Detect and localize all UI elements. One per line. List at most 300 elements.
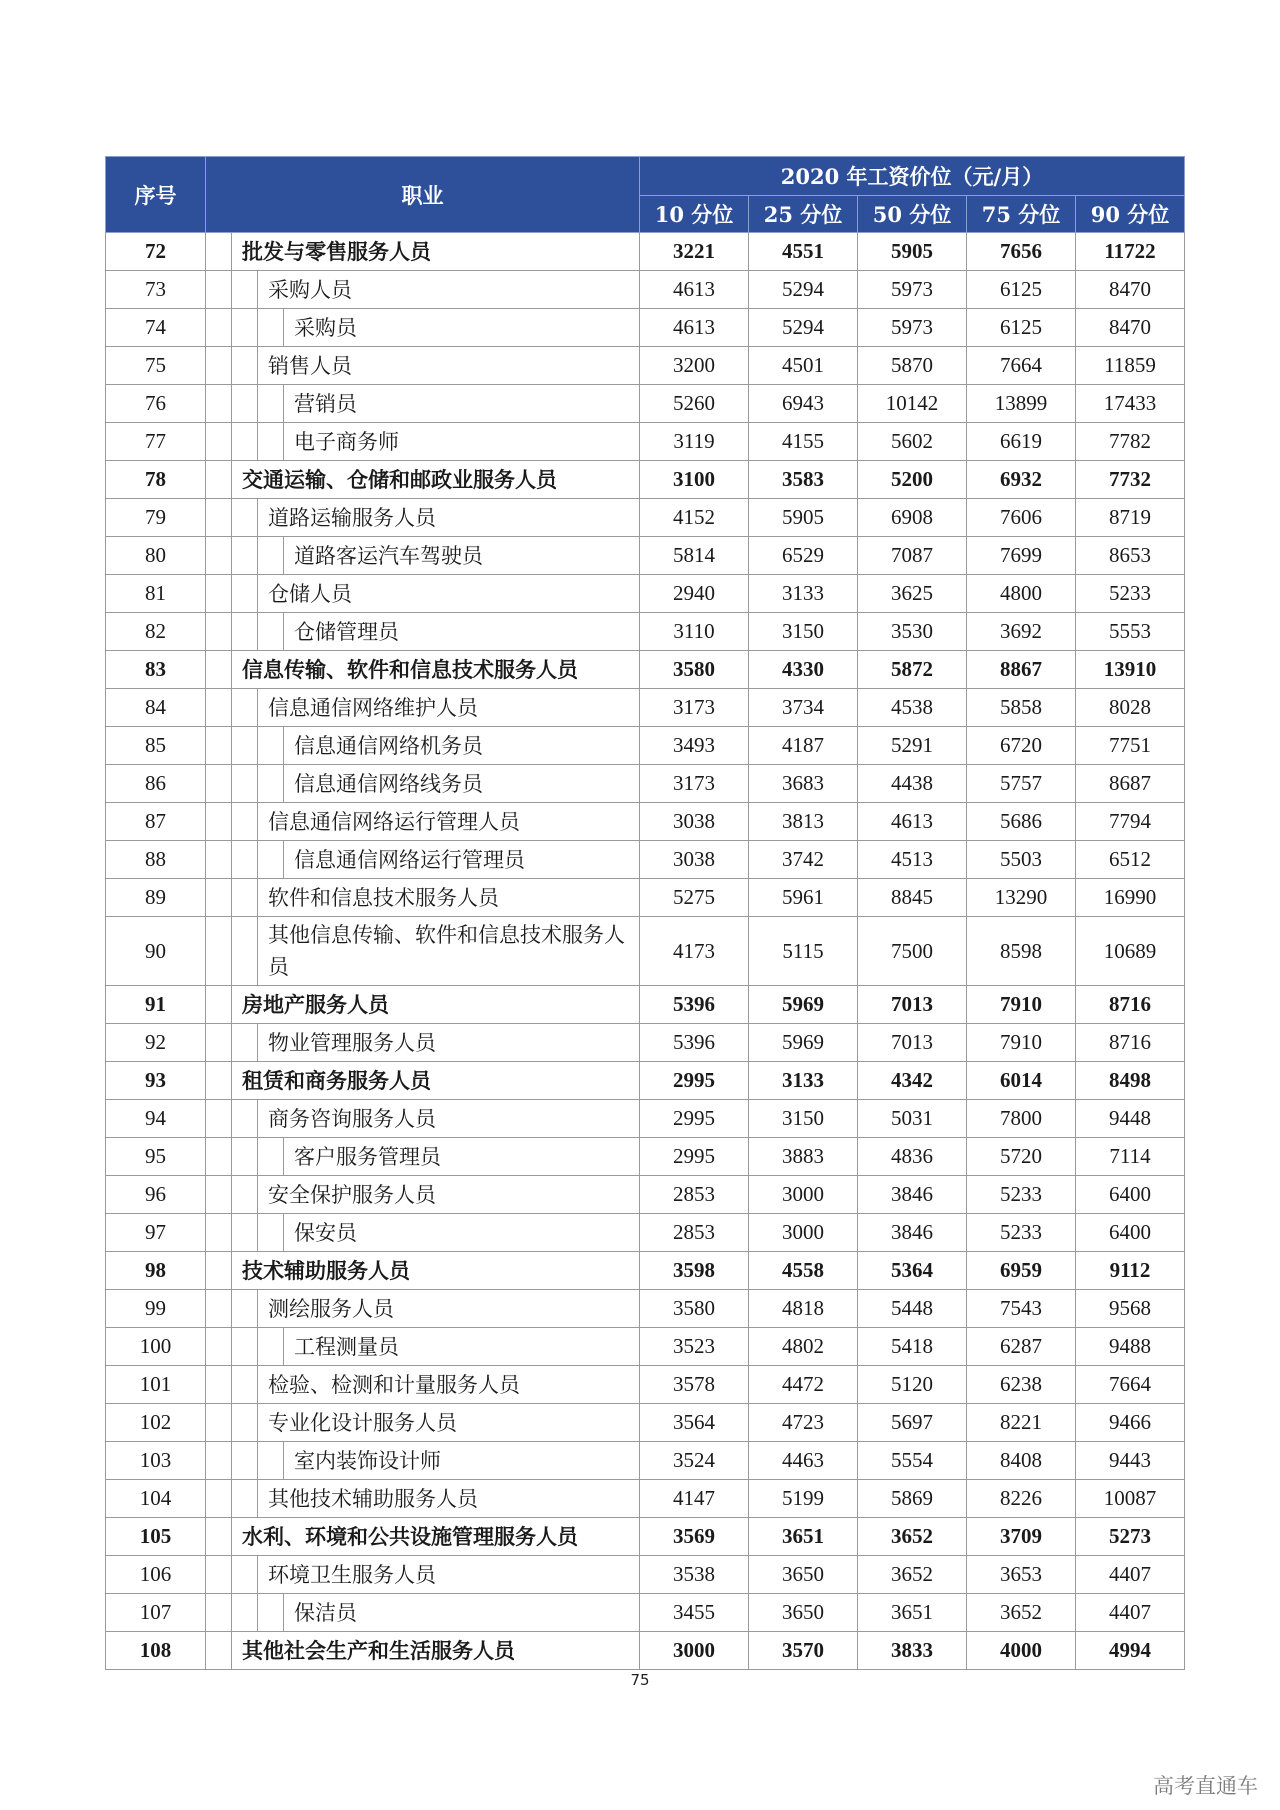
row-value-p50: 3846 xyxy=(858,1214,967,1252)
table-row xyxy=(106,347,1185,385)
indent-column xyxy=(232,803,258,840)
row-occupation-cell xyxy=(206,309,640,347)
indent-column xyxy=(206,1404,232,1441)
row-value-p50: 3833 xyxy=(858,1632,967,1670)
indent-column xyxy=(232,271,258,308)
row-value-p25: 5294 xyxy=(749,309,858,347)
row-value-p25: 3734 xyxy=(749,689,858,727)
row-value-p10: 2995 xyxy=(640,1062,749,1100)
indent-column xyxy=(232,385,258,422)
row-occupation: 道路客运汽车驾驶员 xyxy=(294,543,483,568)
row-value-p10: 3598 xyxy=(640,1252,749,1290)
row-value-p75: 5720 xyxy=(967,1138,1076,1176)
row-value-p50: 4538 xyxy=(858,689,967,727)
row-value-p10: 3173 xyxy=(640,765,749,803)
indent-column xyxy=(206,1176,232,1213)
row-value-p10: 3580 xyxy=(640,651,749,689)
row-value-p75: 5233 xyxy=(967,1214,1076,1252)
indent-column xyxy=(206,1442,232,1479)
row-value-p50: 7500 xyxy=(858,917,967,986)
indent-column xyxy=(206,1252,232,1289)
row-occupation: 检验、检测和计量服务人员 xyxy=(268,1372,520,1397)
row-occupation: 保安员 xyxy=(294,1220,357,1245)
row-value-p25: 3650 xyxy=(749,1594,858,1632)
row-value-p90: 6400 xyxy=(1076,1214,1185,1252)
row-value-p90: 5553 xyxy=(1076,613,1185,651)
row-occupation-cell xyxy=(206,1480,640,1518)
row-value-p75: 6287 xyxy=(967,1328,1076,1366)
row-value-p10: 3493 xyxy=(640,727,749,765)
row-occupation-cell xyxy=(206,347,640,385)
row-seq: 73 xyxy=(106,271,206,309)
row-value-p90: 11859 xyxy=(1076,347,1185,385)
row-occupation: 商务咨询服务人员 xyxy=(268,1106,436,1131)
row-seq: 100 xyxy=(106,1328,206,1366)
row-value-p10: 3580 xyxy=(640,1290,749,1328)
row-value-p75: 6619 xyxy=(967,423,1076,461)
row-seq: 105 xyxy=(106,1518,206,1556)
row-seq: 79 xyxy=(106,499,206,537)
row-value-p25: 4463 xyxy=(749,1442,858,1480)
row-occupation: 信息通信网络机务员 xyxy=(294,733,483,758)
row-occupation: 其他社会生产和生活服务人员 xyxy=(242,1637,515,1663)
row-occupation: 信息传输、软件和信息技术服务人员 xyxy=(242,656,578,682)
row-seq: 78 xyxy=(106,461,206,499)
indent-column xyxy=(232,499,258,536)
indent-column xyxy=(206,841,232,878)
row-value-p10: 5396 xyxy=(640,986,749,1024)
indent-column xyxy=(232,613,258,650)
indent-column xyxy=(232,1100,258,1137)
row-value-p75: 5503 xyxy=(967,841,1076,879)
row-value-p50: 5973 xyxy=(858,271,967,309)
header-p25: 25 分位 xyxy=(749,196,858,233)
row-value-p90: 9443 xyxy=(1076,1442,1185,1480)
row-value-p50: 5697 xyxy=(858,1404,967,1442)
row-value-p90: 7732 xyxy=(1076,461,1185,499)
row-seq: 83 xyxy=(106,651,206,689)
indent-column xyxy=(206,385,232,422)
row-value-p25: 4330 xyxy=(749,651,858,689)
indent-column xyxy=(206,1062,232,1099)
row-occupation: 其他技术辅助服务人员 xyxy=(268,1486,478,1511)
row-value-p75: 7910 xyxy=(967,986,1076,1024)
row-value-p90: 4407 xyxy=(1076,1594,1185,1632)
row-value-p10: 3038 xyxy=(640,803,749,841)
table-row xyxy=(106,689,1185,727)
row-value-p25: 3000 xyxy=(749,1214,858,1252)
row-value-p25: 5961 xyxy=(749,879,858,917)
indent-column xyxy=(258,841,284,878)
row-value-p90: 8470 xyxy=(1076,309,1185,347)
row-value-p10: 2940 xyxy=(640,575,749,613)
row-value-p25: 5115 xyxy=(749,917,858,986)
indent-column xyxy=(206,1366,232,1403)
row-value-p90: 8028 xyxy=(1076,689,1185,727)
indent-column xyxy=(232,347,258,384)
row-value-p10: 3221 xyxy=(640,233,749,271)
row-value-p50: 6908 xyxy=(858,499,967,537)
table-row xyxy=(106,1024,1185,1062)
row-value-p75: 3653 xyxy=(967,1556,1076,1594)
row-value-p75: 7910 xyxy=(967,1024,1076,1062)
indent-column xyxy=(258,1328,284,1365)
row-value-p75: 7800 xyxy=(967,1100,1076,1138)
header-wage-group: 2020 年工资价位（元/月） xyxy=(640,157,1185,196)
row-occupation-cell xyxy=(206,1252,640,1290)
row-occupation: 道路运输服务人员 xyxy=(268,505,436,530)
indent-column xyxy=(232,1214,258,1251)
table-row xyxy=(106,841,1185,879)
header-p10: 10 分位 xyxy=(640,196,749,233)
indent-column xyxy=(258,1138,284,1175)
row-occupation: 电子商务师 xyxy=(294,429,399,454)
row-value-p90: 7794 xyxy=(1076,803,1185,841)
row-value-p50: 5973 xyxy=(858,309,967,347)
table-body xyxy=(106,233,1185,1670)
row-seq: 75 xyxy=(106,347,206,385)
table-row xyxy=(106,233,1185,271)
row-value-p10: 3200 xyxy=(640,347,749,385)
table-row xyxy=(106,271,1185,309)
row-occupation: 安全保护服务人员 xyxy=(268,1182,436,1207)
row-occupation-cell xyxy=(206,727,640,765)
row-value-p75: 6125 xyxy=(967,309,1076,347)
row-value-p25: 5905 xyxy=(749,499,858,537)
indent-column xyxy=(206,423,232,460)
table-row xyxy=(106,1518,1185,1556)
row-value-p90: 7751 xyxy=(1076,727,1185,765)
indent-column xyxy=(206,1138,232,1175)
indent-column xyxy=(258,1442,284,1479)
row-value-p75: 3692 xyxy=(967,613,1076,651)
row-value-p10: 3523 xyxy=(640,1328,749,1366)
row-value-p75: 5233 xyxy=(967,1176,1076,1214)
table-row xyxy=(106,727,1185,765)
row-occupation-cell xyxy=(206,1632,640,1670)
row-occupation-cell xyxy=(206,1556,640,1594)
table-row xyxy=(106,1594,1185,1632)
indent-column xyxy=(258,1594,284,1631)
indent-column xyxy=(232,879,258,916)
row-value-p50: 7013 xyxy=(858,1024,967,1062)
indent-column xyxy=(232,309,258,346)
indent-column xyxy=(232,423,258,460)
row-value-p75: 7543 xyxy=(967,1290,1076,1328)
row-value-p10: 5260 xyxy=(640,385,749,423)
row-value-p90: 9488 xyxy=(1076,1328,1185,1366)
row-value-p75: 3709 xyxy=(967,1518,1076,1556)
indent-column xyxy=(206,1556,232,1593)
row-value-p25: 4187 xyxy=(749,727,858,765)
row-value-p25: 3583 xyxy=(749,461,858,499)
table-row xyxy=(106,1366,1185,1404)
indent-column xyxy=(206,499,232,536)
indent-column xyxy=(206,879,232,916)
row-value-p25: 5969 xyxy=(749,986,858,1024)
row-seq: 72 xyxy=(106,233,206,271)
row-value-p75: 7656 xyxy=(967,233,1076,271)
indent-column xyxy=(206,727,232,764)
indent-column xyxy=(206,575,232,612)
row-occupation-cell xyxy=(206,917,640,986)
row-value-p50: 5200 xyxy=(858,461,967,499)
row-value-p90: 8719 xyxy=(1076,499,1185,537)
indent-column xyxy=(206,986,232,1023)
row-occupation-cell xyxy=(206,1328,640,1366)
row-value-p50: 3625 xyxy=(858,575,967,613)
row-value-p90: 8653 xyxy=(1076,537,1185,575)
table-row xyxy=(106,575,1185,613)
row-value-p10: 3564 xyxy=(640,1404,749,1442)
row-seq: 88 xyxy=(106,841,206,879)
row-seq: 85 xyxy=(106,727,206,765)
row-value-p75: 6238 xyxy=(967,1366,1076,1404)
table-row xyxy=(106,461,1185,499)
table-row xyxy=(106,651,1185,689)
row-value-p25: 3683 xyxy=(749,765,858,803)
row-value-p25: 3133 xyxy=(749,1062,858,1100)
indent-column xyxy=(232,1556,258,1593)
row-value-p90: 9112 xyxy=(1076,1252,1185,1290)
table-row xyxy=(106,613,1185,651)
row-value-p10: 3100 xyxy=(640,461,749,499)
row-value-p75: 3652 xyxy=(967,1594,1076,1632)
table-row xyxy=(106,879,1185,917)
row-occupation: 仓储管理员 xyxy=(294,619,399,644)
row-seq: 87 xyxy=(106,803,206,841)
row-value-p50: 3652 xyxy=(858,1518,967,1556)
table-row xyxy=(106,765,1185,803)
row-occupation-cell xyxy=(206,499,640,537)
watermark: 高考直通车 xyxy=(1153,1774,1258,1798)
row-value-p25: 3651 xyxy=(749,1518,858,1556)
indent-column xyxy=(206,917,232,985)
indent-column xyxy=(232,917,258,985)
row-value-p10: 3173 xyxy=(640,689,749,727)
row-value-p90: 9466 xyxy=(1076,1404,1185,1442)
row-seq: 108 xyxy=(106,1632,206,1670)
table-row xyxy=(106,986,1185,1024)
row-value-p25: 3650 xyxy=(749,1556,858,1594)
indent-column xyxy=(232,1024,258,1061)
indent-column xyxy=(232,575,258,612)
table-row xyxy=(106,1442,1185,1480)
row-value-p10: 3000 xyxy=(640,1632,749,1670)
row-value-p75: 8408 xyxy=(967,1442,1076,1480)
row-value-p10: 3455 xyxy=(640,1594,749,1632)
row-occupation-cell xyxy=(206,841,640,879)
row-occupation-cell xyxy=(206,1024,640,1062)
indent-column xyxy=(232,1138,258,1175)
row-value-p90: 7782 xyxy=(1076,423,1185,461)
row-occupation: 软件和信息技术服务人员 xyxy=(268,885,499,910)
header-occupation: 职业 xyxy=(206,157,640,233)
row-value-p10: 4613 xyxy=(640,309,749,347)
table-row xyxy=(106,1062,1185,1100)
row-value-p50: 5120 xyxy=(858,1366,967,1404)
row-occupation-cell xyxy=(206,1518,640,1556)
indent-column xyxy=(232,1442,258,1479)
indent-column xyxy=(232,537,258,574)
row-value-p10: 3119 xyxy=(640,423,749,461)
table-row xyxy=(106,803,1185,841)
row-occupation-cell xyxy=(206,1138,640,1176)
row-value-p50: 5364 xyxy=(858,1252,967,1290)
row-value-p50: 5554 xyxy=(858,1442,967,1480)
row-seq: 103 xyxy=(106,1442,206,1480)
row-value-p50: 8845 xyxy=(858,879,967,917)
row-value-p75: 5686 xyxy=(967,803,1076,841)
row-occupation-cell xyxy=(206,1366,640,1404)
header-p90: 90 分位 xyxy=(1076,196,1185,233)
row-value-p25: 4818 xyxy=(749,1290,858,1328)
row-occupation-cell xyxy=(206,879,640,917)
row-seq: 84 xyxy=(106,689,206,727)
row-value-p90: 8470 xyxy=(1076,271,1185,309)
row-occupation-cell xyxy=(206,1290,640,1328)
row-seq: 96 xyxy=(106,1176,206,1214)
row-value-p25: 3150 xyxy=(749,1100,858,1138)
row-occupation-cell xyxy=(206,689,640,727)
indent-column xyxy=(232,1480,258,1517)
table-row xyxy=(106,385,1185,423)
row-occupation-cell xyxy=(206,233,640,271)
row-seq: 92 xyxy=(106,1024,206,1062)
row-seq: 98 xyxy=(106,1252,206,1290)
row-value-p50: 5418 xyxy=(858,1328,967,1366)
row-occupation-cell xyxy=(206,803,640,841)
row-occupation: 信息通信网络维护人员 xyxy=(268,695,478,720)
row-value-p75: 13899 xyxy=(967,385,1076,423)
row-value-p75: 8221 xyxy=(967,1404,1076,1442)
row-value-p75: 7606 xyxy=(967,499,1076,537)
indent-column xyxy=(206,309,232,346)
row-occupation-cell xyxy=(206,1176,640,1214)
row-occupation-cell xyxy=(206,1594,640,1632)
indent-column xyxy=(206,537,232,574)
row-value-p90: 7114 xyxy=(1076,1138,1185,1176)
row-value-p25: 3133 xyxy=(749,575,858,613)
row-seq: 104 xyxy=(106,1480,206,1518)
row-value-p10: 4613 xyxy=(640,271,749,309)
row-value-p75: 8598 xyxy=(967,917,1076,986)
indent-column xyxy=(206,1594,232,1631)
row-value-p25: 6943 xyxy=(749,385,858,423)
row-seq: 74 xyxy=(106,309,206,347)
row-value-p90: 8498 xyxy=(1076,1062,1185,1100)
table-row xyxy=(106,1632,1185,1670)
row-value-p75: 7699 xyxy=(967,537,1076,575)
row-occupation-cell xyxy=(206,271,640,309)
row-seq: 77 xyxy=(106,423,206,461)
indent-column xyxy=(232,727,258,764)
table-row xyxy=(106,1100,1185,1138)
row-value-p10: 4173 xyxy=(640,917,749,986)
row-value-p25: 4155 xyxy=(749,423,858,461)
row-occupation: 工程测量员 xyxy=(294,1334,399,1359)
indent-column xyxy=(206,803,232,840)
row-value-p50: 5872 xyxy=(858,651,967,689)
page-number: 75 xyxy=(630,1671,650,1689)
row-value-p10: 5814 xyxy=(640,537,749,575)
row-value-p75: 13290 xyxy=(967,879,1076,917)
row-seq: 95 xyxy=(106,1138,206,1176)
row-value-p50: 7087 xyxy=(858,537,967,575)
row-value-p50: 5905 xyxy=(858,233,967,271)
row-value-p50: 3651 xyxy=(858,1594,967,1632)
row-seq: 94 xyxy=(106,1100,206,1138)
table-row xyxy=(106,1480,1185,1518)
row-value-p75: 4800 xyxy=(967,575,1076,613)
row-value-p90: 8716 xyxy=(1076,1024,1185,1062)
table-row xyxy=(106,1328,1185,1366)
row-value-p50: 4613 xyxy=(858,803,967,841)
row-value-p90: 13910 xyxy=(1076,651,1185,689)
indent-column xyxy=(206,233,232,270)
indent-column xyxy=(258,613,284,650)
table-row xyxy=(106,917,1185,986)
row-value-p10: 5396 xyxy=(640,1024,749,1062)
row-value-p90: 10689 xyxy=(1076,917,1185,986)
row-value-p10: 2853 xyxy=(640,1176,749,1214)
row-value-p50: 5869 xyxy=(858,1480,967,1518)
row-value-p10: 3538 xyxy=(640,1556,749,1594)
row-occupation: 水利、环境和公共设施管理服务人员 xyxy=(242,1523,578,1549)
indent-column xyxy=(206,1328,232,1365)
row-occupation: 采购人员 xyxy=(268,277,352,302)
indent-column xyxy=(258,385,284,422)
row-value-p75: 5757 xyxy=(967,765,1076,803)
row-seq: 106 xyxy=(106,1556,206,1594)
row-occupation: 采购员 xyxy=(294,315,357,340)
row-value-p10: 2853 xyxy=(640,1214,749,1252)
indent-column xyxy=(232,1290,258,1327)
row-value-p10: 3578 xyxy=(640,1366,749,1404)
table-row xyxy=(106,537,1185,575)
row-value-p25: 5969 xyxy=(749,1024,858,1062)
indent-column xyxy=(206,1518,232,1555)
row-value-p50: 3652 xyxy=(858,1556,967,1594)
row-value-p50: 5031 xyxy=(858,1100,967,1138)
row-value-p25: 4723 xyxy=(749,1404,858,1442)
row-value-p75: 6014 xyxy=(967,1062,1076,1100)
row-seq: 91 xyxy=(106,986,206,1024)
row-value-p50: 4438 xyxy=(858,765,967,803)
indent-column xyxy=(232,765,258,802)
row-occupation: 物业管理服务人员 xyxy=(268,1030,436,1055)
indent-column xyxy=(206,1632,232,1669)
row-seq: 102 xyxy=(106,1404,206,1442)
row-value-p25: 4558 xyxy=(749,1252,858,1290)
row-seq: 86 xyxy=(106,765,206,803)
indent-column xyxy=(206,1290,232,1327)
indent-column xyxy=(232,1176,258,1213)
indent-column xyxy=(258,423,284,460)
row-value-p25: 6529 xyxy=(749,537,858,575)
row-value-p25: 3813 xyxy=(749,803,858,841)
table-row xyxy=(106,1176,1185,1214)
indent-column xyxy=(258,537,284,574)
table-row xyxy=(106,423,1185,461)
row-occupation: 销售人员 xyxy=(268,353,352,378)
row-value-p10: 5275 xyxy=(640,879,749,917)
row-value-p25: 3150 xyxy=(749,613,858,651)
row-value-p25: 3570 xyxy=(749,1632,858,1670)
row-occupation: 交通运输、仓储和邮政业服务人员 xyxy=(242,466,557,492)
row-value-p50: 3846 xyxy=(858,1176,967,1214)
row-value-p10: 4152 xyxy=(640,499,749,537)
